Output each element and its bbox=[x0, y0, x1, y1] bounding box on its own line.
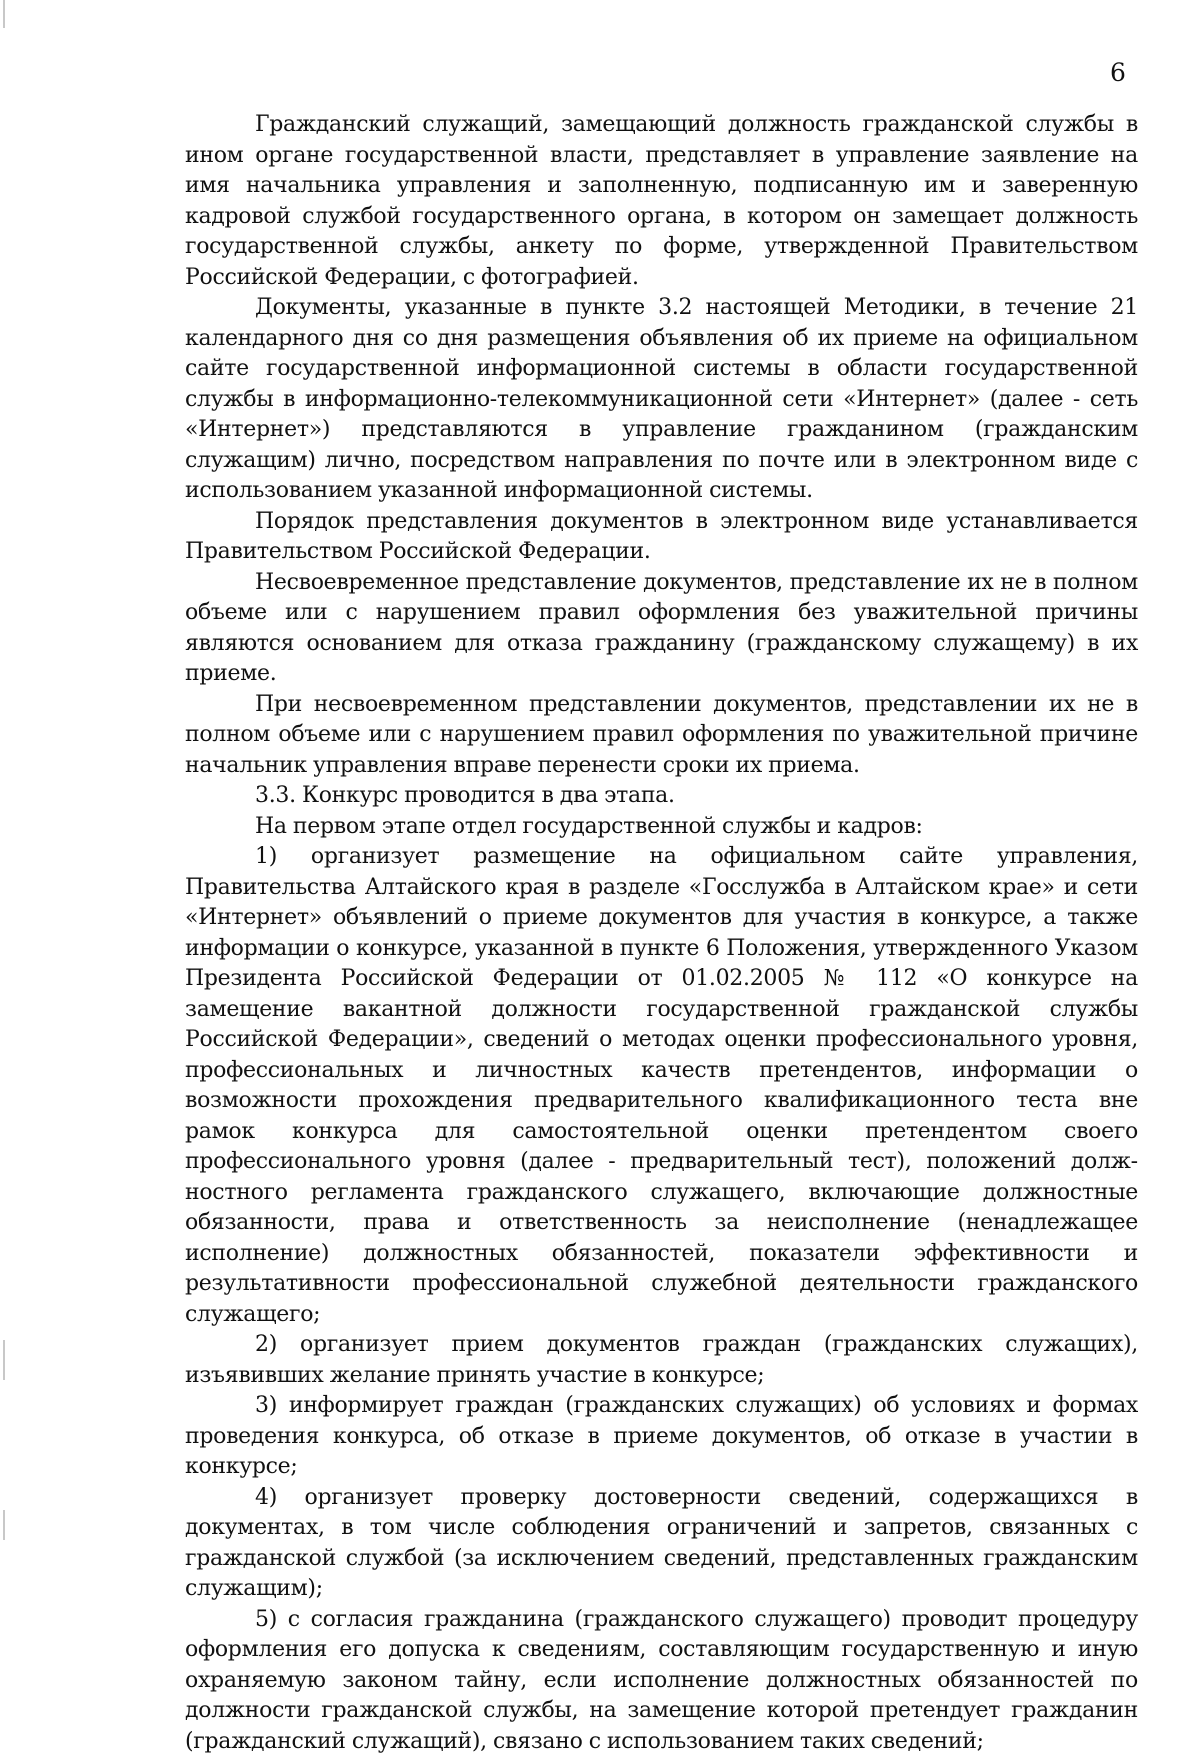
paragraph-first-stage-intro: На первом этапе отдел государственной службы и кадров: bbox=[185, 812, 1138, 843]
list-item-5: 5) с согласия гражданина (гражданского служащего) проводит процедуру оформления его допуска к сведениям, составляющим государственную и иную охраняемую законом тайну, если исполнение должностных обязанностей по должности гражданской службы, на замещение которой претендует гражданин (гражданский служащий), связано с использованием таких сведений; bbox=[185, 1605, 1138, 1757]
scan-edge-mark bbox=[3, 0, 5, 28]
scan-edge-mark bbox=[3, 1510, 5, 1540]
paragraph-deadline-extension: При несвоевременном представлении документов, представлении их не в полном объеме или с нарушением правил оформления по уважительной причине начальник управления вправе перенести сроки их приема. bbox=[185, 690, 1138, 782]
list-item-2: 2) организует прием документов граждан (гражданских служащих), изъявивших желание принять участие в конкурсе; bbox=[185, 1330, 1138, 1391]
paragraph-refusal-grounds: Несвоевременное представление документов, представление их не в полном объеме или с нарушением правил оформления без уважительной причины являются основанием для отказа гражданину (гражданскому служащему) в их приеме. bbox=[185, 568, 1138, 690]
list-item-3: 3) информирует граждан (гражданских служащих) об условиях и формах проведения конкурса, об отказе в приеме документов, об отказе в участии в конкурсе; bbox=[185, 1391, 1138, 1483]
list-item-1: 1) организует размещение на официальном сайте управления, Правительства Алтайского края в разделе «Госслужба в Алтайском крае» и сети «Интернет» объявлений о приеме документов для участия в конкурсе, а также информации о конкурсе, указанной в пункте 6 Положения, утвержденного Указом Президента Российской Федерации от 01.02.2005 № 112 «О конкурсе на замещение вакантной должности государственной гражданской службы Российской Федерации», сведений о методах оценки профессионального уровня, профессиональных и личностных качеств претендентов, информации о возможности прохождения предварительного квалификационного теста вне рамок конкурса для самостоятельной оценки претендентом своего профессионального уровня (далее - предварительный тест), положений должностного регламента гражданского служащего, включающие должностные обязанности, права и ответственность за неисполнение (ненадлежащее исполнение) должностных обязанностей, показатели эффективности и результативности профессиональной служебной деятельности гражданского служащего; bbox=[185, 842, 1138, 1330]
document-body bbox=[185, 110, 1138, 1757]
paragraph-electronic-procedure: Порядок представления документов в электронном виде устанавливается Правительством Российской Федерации. bbox=[185, 507, 1138, 568]
paragraph-civil-servant-application: Гражданский служащий, замещающий должность гражданской службы в ином органе государственной власти, представляет в управление заявление на имя начальника управления и заполненную, подписанную им и заверенную кадровой службой государственного органа, в котором он замещает должность государственной службы, анкету по форме, утвержденной Правительством Российской Федерации, с фотографией. bbox=[185, 110, 1138, 293]
page-number: 6 bbox=[1110, 58, 1126, 88]
paragraph-document-submission: Документы, указанные в пункте 3.2 настоящей Методики, в течение 21 календарного дня со дня размещения объявления об их приеме на официальном сайте государственной информационной системы в области государственной службы в информационно-телекоммуникационной сети «Интернет» (далее - сеть «Интернет») представляются в управление гражданином (гражданским служащим) лично, посредством направления по почте или в электронном виде с использованием указанной информационной системы. bbox=[185, 293, 1138, 507]
paragraph-section-3-3: 3.3. Конкурс проводится в два этапа. bbox=[185, 781, 1138, 812]
list-item-4: 4) организует проверку достоверности сведений, содержащихся в документах, в том числе соблюдения ограничений и запретов, связанных с гражданской службой (за исключением сведений, представленных гражданским служащим); bbox=[185, 1483, 1138, 1605]
scan-edge-mark bbox=[3, 1340, 5, 1380]
